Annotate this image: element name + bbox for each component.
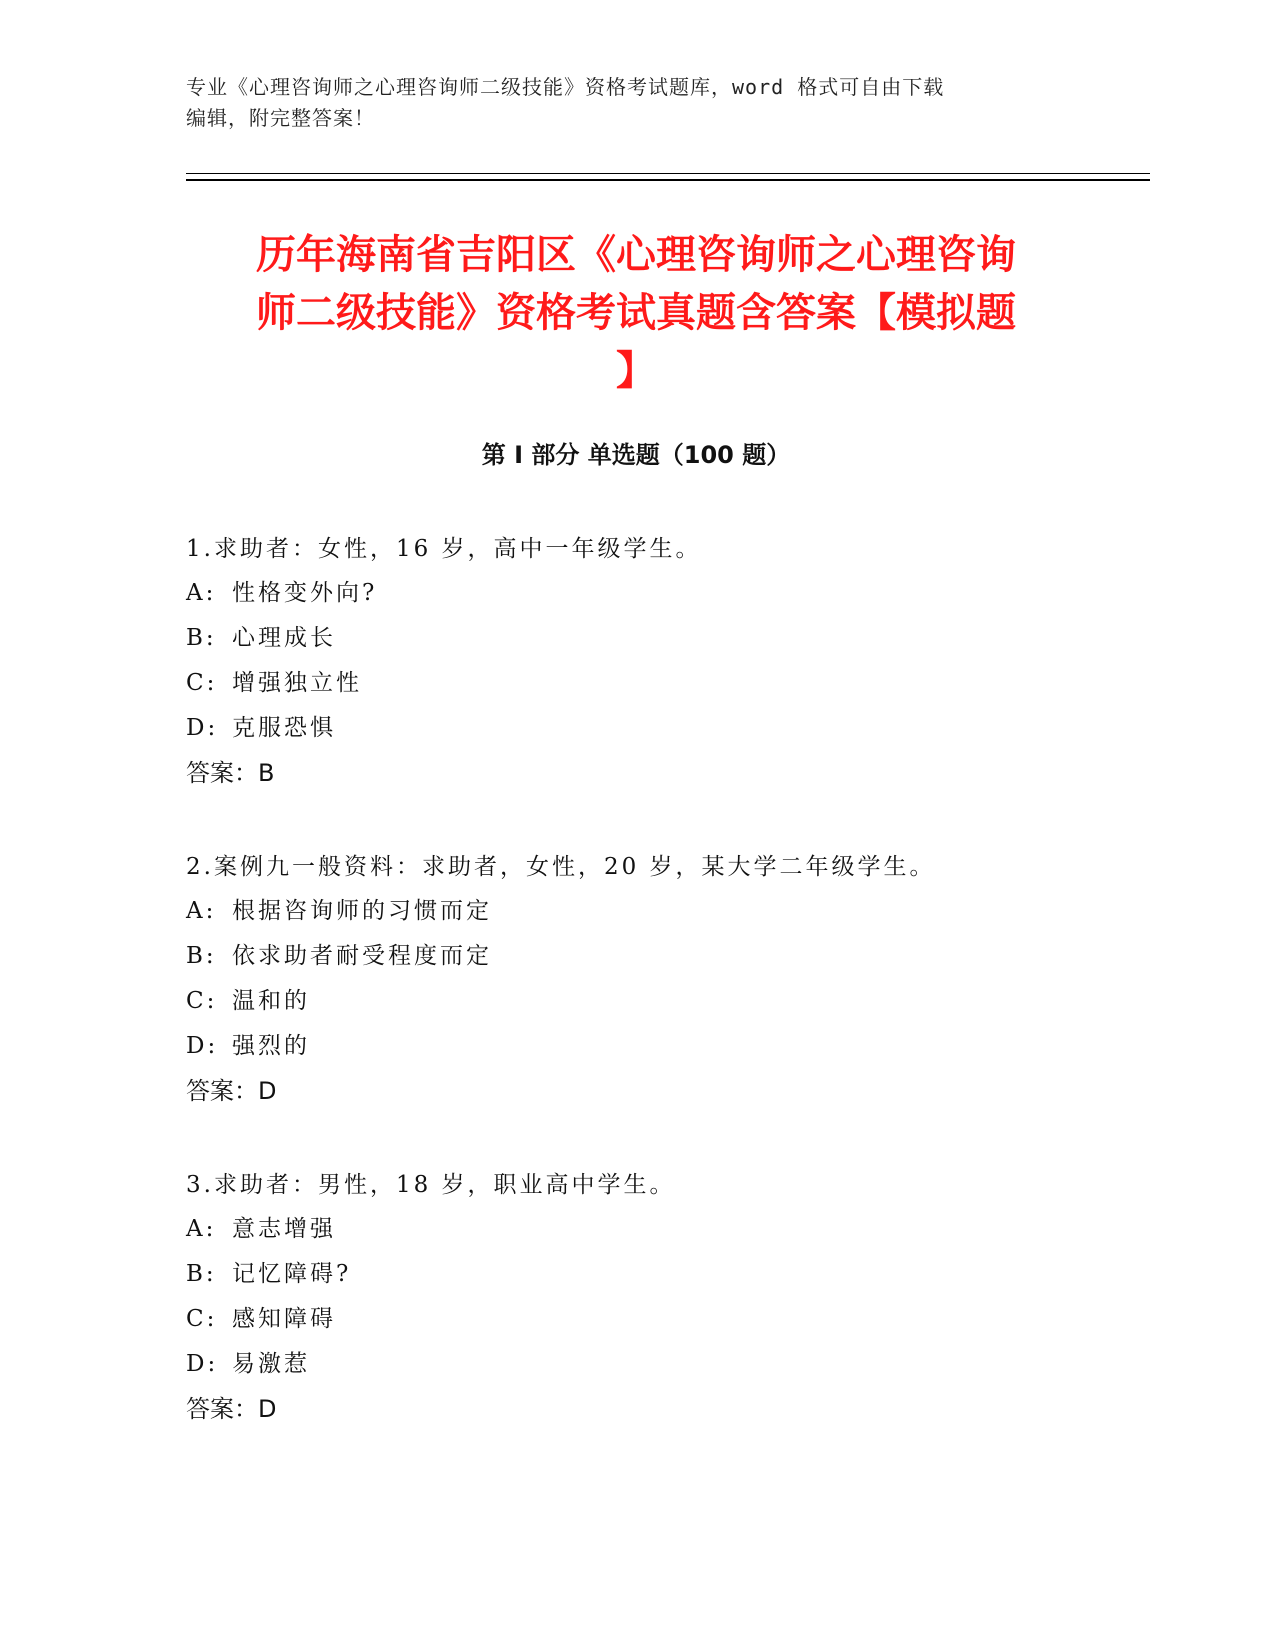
option-text: 强烈的 — [232, 1033, 310, 1059]
option-a — [186, 571, 1150, 616]
option-d — [186, 1024, 1150, 1069]
option-label: B: — [186, 1261, 217, 1287]
option-label: B: — [186, 943, 217, 969]
option-text: 易激惹 — [232, 1351, 310, 1377]
option-label: D: — [186, 715, 219, 741]
section-heading: 第 I 部分 单选题（100 题） — [481, 441, 791, 469]
option-text: 性格变外向? — [232, 580, 378, 606]
option-b — [186, 1252, 1150, 1297]
option-c — [186, 661, 1150, 706]
option-text: 增强独立性 — [232, 670, 362, 696]
option-text: 记忆障碍? — [232, 1261, 352, 1287]
answer-line: 答案：D — [186, 1395, 277, 1423]
option-c — [186, 1297, 1150, 1342]
option-label: D: — [186, 1033, 219, 1059]
option-d — [186, 1342, 1150, 1387]
document-title-line-3: 】 — [616, 348, 656, 394]
option-b — [186, 616, 1150, 661]
question-list — [186, 527, 1150, 1481]
option-label: D: — [186, 1351, 219, 1377]
question-stem: 2.案例九一般资料：求助者，女性，20 岁，某大学二年级学生。 — [186, 854, 936, 880]
header-note-line-2: 编辑，附完整答案！ — [186, 106, 375, 130]
option-text: 温和的 — [232, 988, 310, 1014]
answer-line: 答案：D — [186, 1077, 277, 1105]
document-title — [186, 226, 1086, 400]
option-text: 意志增强 — [232, 1216, 336, 1242]
option-label: B: — [186, 625, 217, 651]
option-label: C: — [186, 1306, 218, 1332]
option-text: 根据咨询师的习惯而定 — [232, 898, 492, 924]
option-text: 感知障碍 — [232, 1306, 336, 1332]
header-rule-thick — [186, 179, 1150, 181]
header-note-line-1: 专业《心理咨询师之心理咨询师二级技能》资格考试题库，word 格式可自由下载 — [186, 75, 945, 99]
option-text: 克服恐惧 — [232, 715, 336, 741]
question-item — [186, 1163, 1150, 1481]
option-c — [186, 979, 1150, 1024]
answer-line: 答案：B — [186, 759, 275, 787]
question-item — [186, 845, 1150, 1163]
option-label: A: — [186, 1216, 217, 1242]
option-label: C: — [186, 670, 218, 696]
option-label: A: — [186, 898, 217, 924]
header-rule-thin — [186, 173, 1150, 174]
header-note — [186, 72, 1086, 134]
option-a — [186, 1207, 1150, 1252]
option-text: 心理成长 — [232, 625, 336, 651]
option-a — [186, 889, 1150, 934]
document-title-line-1: 历年海南省吉阳区《心理咨询师之心理咨询 — [256, 232, 1016, 278]
option-label: A: — [186, 580, 217, 606]
option-text: 依求助者耐受程度而定 — [232, 943, 492, 969]
question-stem: 3.求助者：男性，18 岁，职业高中学生。 — [186, 1172, 676, 1198]
option-b — [186, 934, 1150, 979]
question-item — [186, 527, 1150, 845]
option-d — [186, 706, 1150, 751]
document-title-line-2: 师二级技能》资格考试真题含答案【模拟题 — [256, 290, 1016, 336]
option-label: C: — [186, 988, 218, 1014]
question-stem: 1.求助者：女性，16 岁，高中一年级学生。 — [186, 536, 702, 562]
